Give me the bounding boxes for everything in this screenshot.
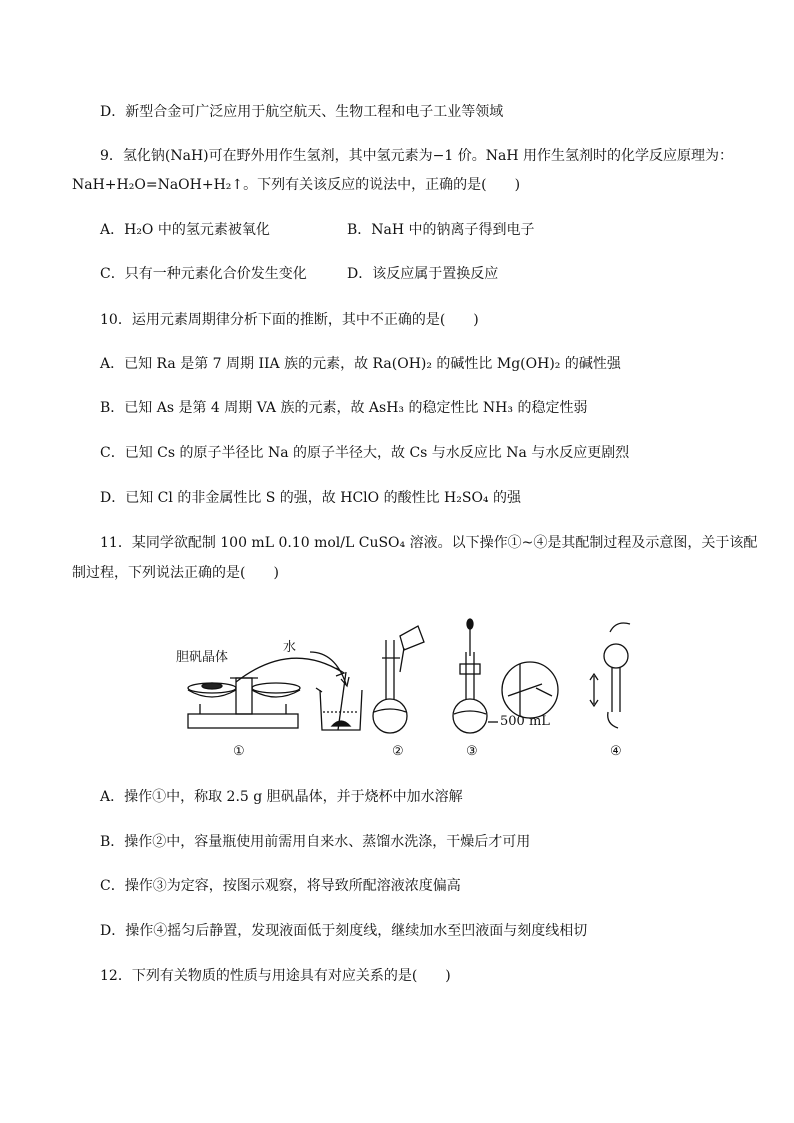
- q10-option-b: B．已知 As 是第 4 周期 VA 族的元素，故 AsH₃ 的稳定性比 NH₃ 的稳定性弱: [100, 400, 588, 416]
- q10-option-d: D．已知 Cl 的非金属性比 S 的强，故 HClO 的酸性比 H₂SO₄ 的强: [100, 490, 521, 506]
- step-label-1: ①: [233, 744, 245, 759]
- step-label-3: ③: [466, 744, 478, 759]
- step-label-2: ②: [392, 744, 404, 759]
- q9-stem-line1: 9．氢化钠(NaH)可在野外用作生氢剂，其中氢元素为−1 价。NaH 用作生氢剂时的化学反应原理为：: [100, 148, 733, 164]
- q9-option-b: B．NaH 中的钠离子得到电子: [347, 222, 535, 238]
- lab-apparatus-illustration: [160, 612, 680, 762]
- q10-option-c: C．已知 Cs 的原子半径比 Na 的原子半径大，故 Cs 与水反应比 Na 与水反应更剧烈: [100, 445, 630, 461]
- label-water: 水: [283, 640, 297, 655]
- shaking-flask-icon: [590, 623, 630, 728]
- label-volume: 500 mL: [500, 714, 550, 729]
- step-label-4: ④: [610, 744, 622, 759]
- q9-stem-line2: NaH+H₂O=NaOH+H₂↑。下列有关该反应的说法中，正确的是( ): [72, 177, 521, 193]
- q10-option-a: A．已知 Ra 是第 7 周期 IIA 族的元素，故 Ra(OH)₂ 的碱性比 Mg(OH)₂ 的碱性强: [100, 356, 621, 372]
- q11-option-c: C．操作③为定容，按图示观察，将导致所配溶液浓度偏高: [100, 878, 461, 894]
- q8-option-d: D．新型合金可广泛应用于航空航天、生物工程和电子工业等领域: [100, 104, 504, 120]
- q11-option-d: D．操作④摇匀后静置，发现液面低于刻度线，继续加水至凹液面与刻度线相切: [100, 923, 588, 939]
- q11-option-a: A．操作①中，称取 2.5 g 胆矾晶体，并于烧杯中加水溶解: [100, 789, 463, 805]
- label-crystal: 胆矾晶体: [176, 650, 229, 665]
- q12-stem: 12．下列有关物质的性质与用途具有对应关系的是( ): [100, 968, 451, 984]
- solution-preparation-figure: [160, 612, 680, 762]
- q11-option-b: B．操作②中，容量瓶使用前需用自来水、蒸馏水洗涤，干燥后才可用: [100, 834, 531, 850]
- q9-option-d: D．该反应属于置换反应: [347, 266, 499, 282]
- q10-stem: 10．运用元素周期律分析下面的推断，其中不正确的是( ): [100, 312, 479, 328]
- q11-stem-line2: 制过程，下列说法正确的是( ): [72, 565, 279, 581]
- volumetric-flask-icon: [373, 626, 424, 733]
- q9-option-a: A．H₂O 中的氢元素被氧化: [100, 222, 270, 238]
- beaker-icon: [316, 672, 362, 730]
- q11-stem-line1: 11．某同学欲配制 100 mL 0.10 mol/L CuSO₄ 溶液。以下操作①~④是其配制过程及示意图，关于该配: [100, 535, 758, 551]
- q9-option-c: C．只有一种元素化合价发生变化: [100, 266, 307, 282]
- balance-icon: [188, 678, 300, 728]
